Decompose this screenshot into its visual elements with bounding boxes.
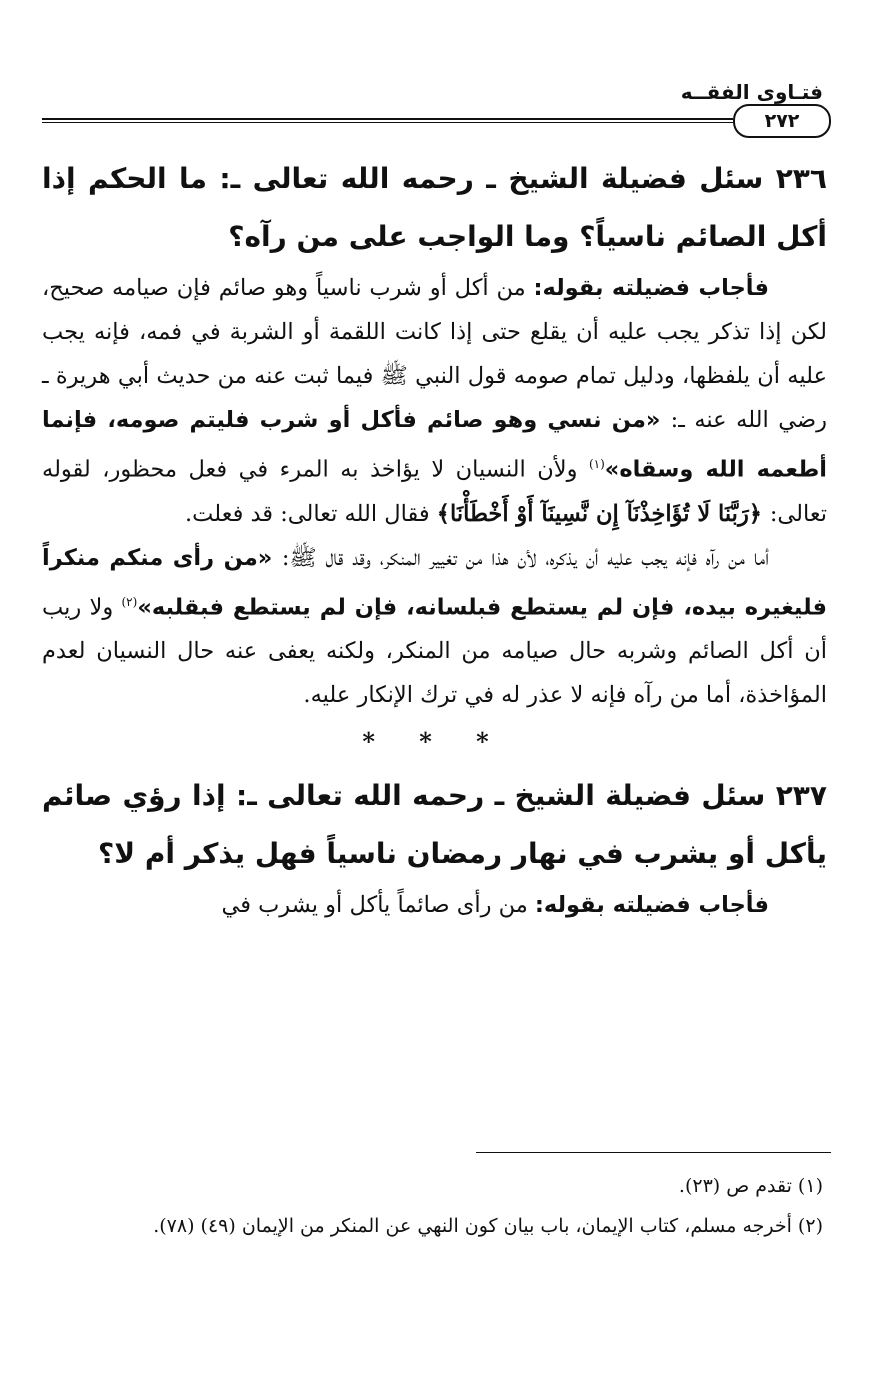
answer-236-paragraph-1 [42, 266, 827, 536]
footnote-marker-2: (٢) [121, 594, 138, 609]
answer-lead: فأجاب فضيلته بقوله: [534, 892, 769, 918]
section-separator: * * * [362, 727, 507, 756]
footnote-2: (٢) أخرجه مسلم، كتاب الإيمان، باب بيان كون النهي عن المنكر من الإيمان (٤٩) (٧٨). [153, 1215, 823, 1237]
answer-text: أما من رآه فإنه يجب عليه أن يذكره، لأن هذا من تغيير المنكر، وقد قال ﷺ: [281, 544, 769, 571]
hadith-quote: «من رأى منكم منكراً فليغيره بيده، فإن لم يستطع فبلسانه، فإن لم يستطع فبقلبه» [42, 544, 827, 620]
answer-237 [42, 883, 827, 927]
page-content [42, 150, 827, 927]
answer-text: فقال الله تعالى: قد فعلت. [185, 500, 437, 527]
hadith-quote: «من نسي وهو صائم فأكل أو شرب فليتم صومه، فإنما أطعمه الله وسقاه» [42, 407, 827, 483]
question-236: ٢٣٦ سئل فضيلة الشيخ ـ رحمه الله تعالى ـ: ما الحكم إذا أكل الصائم ناسياً؟ وما الواجب على من رآه؟ [42, 162, 827, 253]
running-title: فتـاوى الفقــه [680, 80, 823, 104]
answer-text: ولأن النسيان لا يؤاخذ به المرء في فعل محظور، لقوله تعالى: [42, 456, 827, 527]
answer-lead: فأجاب فضيلته بقوله: [533, 275, 769, 301]
answer-236-paragraph-2 [42, 536, 827, 718]
answer-text: من رأى صائماً يأكل أو يشرب في [221, 892, 535, 918]
footnote-1: (١) تقدم ص (٢٣). [678, 1175, 823, 1197]
footnotes [42, 1166, 823, 1246]
footnote-marker-1: (١) [588, 457, 605, 471]
answer-text: ولا ريب أن أكل الصائم وشربه حال صيامه من المنكر، ولكنه يعفى عنه حال النسيان لعدم المؤاخذة، أما من رآه فإنه لا عذر له في ترك الإنكار عليه. [42, 594, 827, 708]
quran-verse: ﴿رَبَّنَا لَا تُؤَاخِذْنَآ إِن نَّسِينَآ أَوْ أَخْطَأْنَا﴾ [436, 500, 770, 527]
header-rule [42, 118, 733, 123]
question-237: ٢٣٧ سئل فضيلة الشيخ ـ رحمه الله تعالى ـ: إذا رؤي صائم يأكل أو يشرب في نهار رمضان ناسياً فهل يذكر أم لا؟ [42, 779, 827, 870]
footnote-rule [476, 1152, 831, 1153]
page-number: ٢٧٢ [733, 104, 831, 138]
answer-text: من أكل أو شرب ناسياً وهو صائم فإن صيامه صحيح، لكن إذا تذكر يجب عليه أن يقلع حتى إذا كانت اللقمة أو الشربة في فمه، فإنه يجب عليه أن يلفظها، ودليل تمام صومه قول النبي ﷺ فيما ثبت عنه من حديث أبي هريرة ـ رضي الله عنه ـ: [42, 275, 827, 433]
page-header [42, 78, 831, 138]
